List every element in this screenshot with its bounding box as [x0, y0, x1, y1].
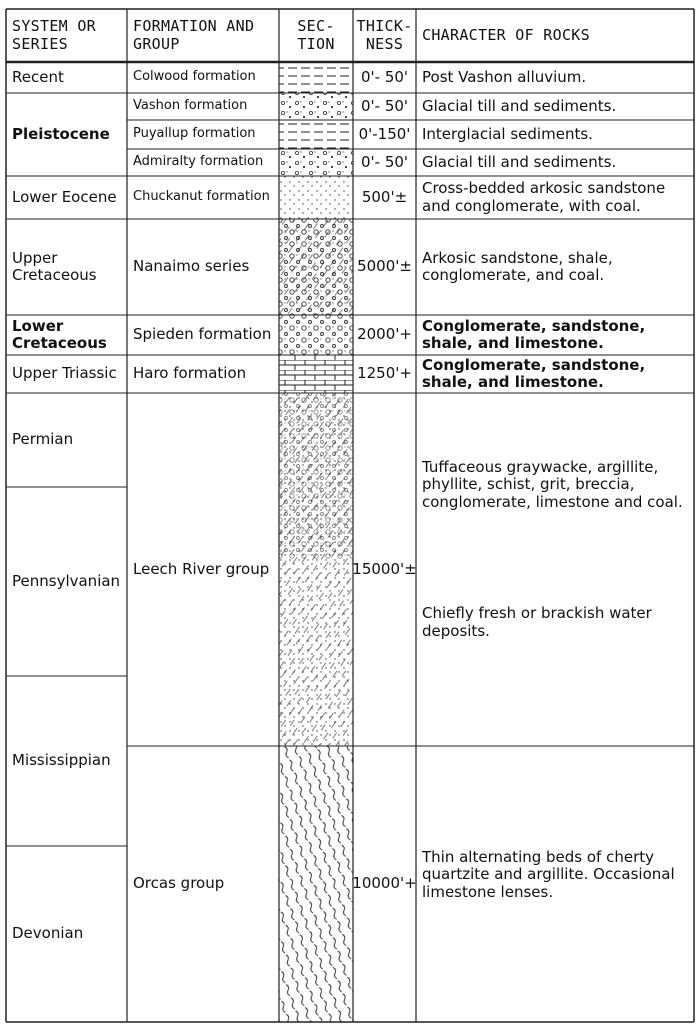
- system-label: Lower Eocene: [12, 187, 117, 206]
- section-pattern: [279, 62, 353, 93]
- system-label: Mississippian: [12, 751, 111, 770]
- thickness-value: 500'±: [361, 187, 408, 206]
- formation-label: Admiralty formation: [133, 154, 264, 170]
- system-label: Lower Cretaceous: [12, 316, 107, 352]
- system-label: Permian: [12, 430, 74, 449]
- thickness-value: 0'- 50': [360, 96, 409, 115]
- thickness-value: 0'-150': [358, 124, 411, 143]
- header-thickness: THICK- NESS: [356, 17, 413, 53]
- character-description: Glacial till and sediments.: [422, 152, 617, 171]
- formation-label: Haro formation: [133, 364, 247, 383]
- header-formation: FORMATION AND GROUP: [133, 17, 255, 53]
- section-pattern: [279, 746, 353, 1022]
- system-label: Upper Triassic: [12, 364, 117, 383]
- thickness-value: 10000'+: [352, 874, 417, 893]
- character-description: Post Vashon alluvium.: [422, 67, 587, 86]
- formation-label: Orcas group: [133, 874, 225, 893]
- header-section: SEC- TION: [297, 17, 335, 53]
- formation-label: Vashon formation: [133, 98, 248, 114]
- character-description: Conglomerate, sandstone, shale, and limestone.: [422, 316, 646, 352]
- section-pattern: [279, 120, 353, 149]
- formation-label: Chuckanut formation: [133, 189, 270, 205]
- formation-label: Leech River group: [133, 559, 270, 578]
- system-label: Recent: [12, 67, 64, 86]
- section-pattern: [279, 149, 353, 176]
- formation-label: Puyallup formation: [133, 126, 256, 142]
- section-pattern-overlay: [279, 219, 353, 315]
- formation-label: Nanaimo series: [133, 257, 250, 276]
- character-description: Tuffaceous graywacke, argillite, phyllite, schist, grit, breccia, conglomerate, limestone and coal.: [422, 458, 683, 511]
- section-pattern-overlay: [279, 393, 353, 560]
- character-description: Thin alternating beds of cherty quartzite and argillite. Occasional limestone lenses.: [422, 848, 675, 901]
- section-pattern: [279, 176, 353, 219]
- character-description: Cross-bedded arkosic sandstone and conglomerate, with coal.: [422, 179, 666, 215]
- thickness-value: 15000'±: [352, 559, 417, 578]
- character-description: Arkosic sandstone, shale, conglomerate, and coal.: [422, 248, 613, 284]
- character-description: Interglacial sediments.: [422, 124, 593, 143]
- thickness-value: 1250'+: [357, 364, 412, 383]
- formation-label: Spieden formation: [133, 325, 272, 344]
- system-label: Pleistocene: [12, 124, 110, 143]
- section-pattern: [279, 93, 353, 120]
- thickness-value: 0'- 50': [360, 152, 409, 171]
- system-label: Upper Cretaceous: [12, 248, 97, 284]
- system-label: Devonian: [12, 924, 84, 943]
- system-label: Pennsylvanian: [12, 571, 121, 590]
- formation-label: Colwood formation: [133, 69, 256, 85]
- header-system: SYSTEM OR SERIES: [12, 17, 96, 53]
- section-pattern: [279, 315, 353, 355]
- character-description: Conglomerate, sandstone, shale, and limestone.: [422, 355, 646, 391]
- thickness-value: 5000'±: [357, 257, 412, 276]
- header-character: CHARACTER OF ROCKS: [422, 25, 590, 44]
- thickness-value: 2000'+: [357, 325, 412, 344]
- section-pattern: [279, 355, 353, 393]
- character-description: Chiefly fresh or brackish water deposits.: [422, 604, 652, 640]
- character-description: Glacial till and sediments.: [422, 96, 617, 115]
- thickness-value: 0'- 50': [360, 67, 409, 86]
